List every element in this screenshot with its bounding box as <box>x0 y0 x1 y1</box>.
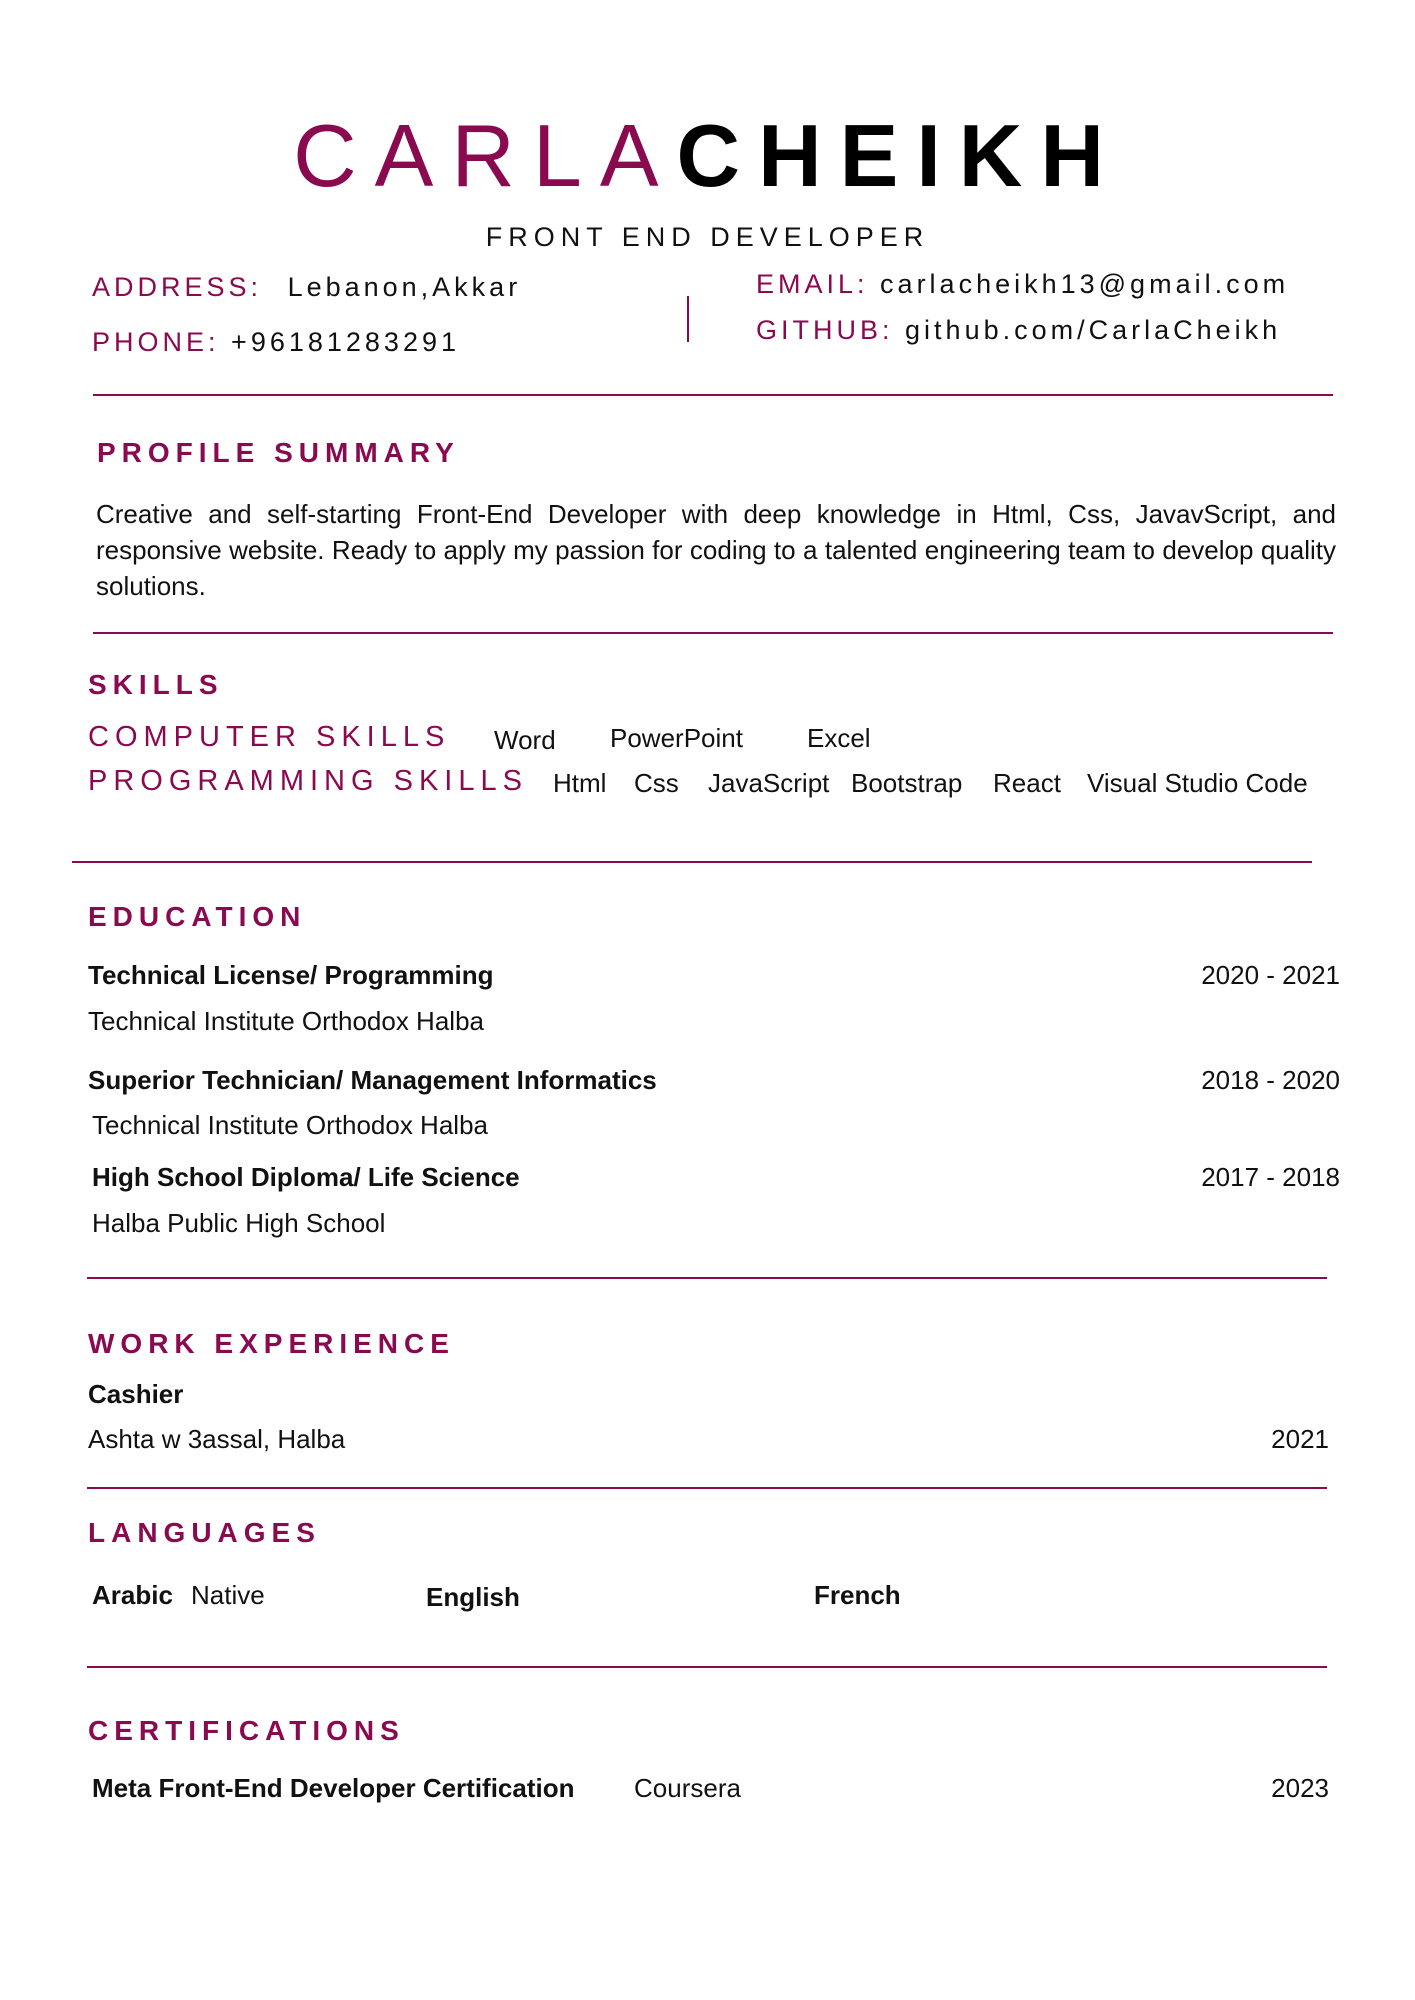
email-label: EMAIL: <box>756 269 869 299</box>
education-school: Halba Public High School <box>92 1208 386 1238</box>
email-row <box>756 269 1289 300</box>
phone-row <box>92 327 460 358</box>
skill-item: Word <box>494 725 556 755</box>
divider <box>87 1487 1327 1489</box>
education-degree: High School Diploma/ Life Science <box>92 1162 520 1192</box>
divider <box>72 861 1312 863</box>
divider <box>93 394 1333 396</box>
phone-value[interactable]: +96181283291 <box>231 327 460 357</box>
certification-name: Meta Front-End Developer Certification <box>92 1773 575 1803</box>
contact-divider <box>687 296 689 342</box>
skill-item: React <box>993 768 1061 798</box>
language-level: Native <box>191 1580 265 1610</box>
github-value[interactable]: github.com/CarlaCheikh <box>905 315 1282 345</box>
work-role: Cashier <box>88 1379 184 1409</box>
education-heading: EDUCATION <box>88 901 307 932</box>
education-degree: Technical License/ Programming <box>88 960 494 990</box>
work-year: 2021 <box>1271 1424 1329 1454</box>
language-name: Arabic <box>92 1580 173 1610</box>
skills-heading: SKILLS <box>88 669 224 700</box>
github-label: GITHUB: <box>756 315 894 345</box>
language-name: French <box>814 1580 901 1610</box>
divider <box>87 1277 1327 1279</box>
education-years: 2020 - 2021 <box>1201 960 1340 990</box>
education-school: Technical Institute Orthodox Halba <box>88 1006 484 1036</box>
last-name: CHEIKH <box>676 106 1122 205</box>
divider <box>87 1666 1327 1668</box>
job-title: FRONT END DEVELOPER <box>485 222 930 252</box>
candidate-name <box>0 106 1415 205</box>
certifications-heading: CERTIFICATIONS <box>88 1715 405 1746</box>
skill-item: Bootstrap <box>851 768 963 798</box>
certification-issuer: Coursera <box>634 1773 741 1803</box>
address-row <box>92 272 521 303</box>
address-label: ADDRESS: <box>92 272 263 302</box>
certification-year: 2023 <box>1271 1773 1329 1803</box>
work-place: Ashta w 3assal, Halba <box>88 1424 346 1454</box>
education-degree: Superior Technician/ Management Informatics <box>88 1065 657 1095</box>
github-row <box>756 315 1281 346</box>
languages-heading: LANGUAGES <box>88 1517 321 1548</box>
first-name: CARLA <box>293 106 677 205</box>
email-value[interactable]: carlacheikh13@gmail.com <box>880 269 1290 299</box>
education-school: Technical Institute Orthodox Halba <box>92 1110 488 1140</box>
education-years: 2017 - 2018 <box>1201 1162 1340 1192</box>
profile-text: Creative and self-starting Front-End Developer with deep knowledge in Html, Css, JavavScript, and responsive website. Ready to apply my passion for coding to a talented engineering team to develop quality solutions. <box>96 499 1336 601</box>
skill-item: JavaScript <box>708 768 830 798</box>
profile-heading: PROFILE SUMMARY <box>97 437 460 468</box>
skill-item: PowerPoint <box>610 723 743 753</box>
work-heading: WORK EXPERIENCE <box>88 1328 455 1359</box>
phone-label: PHONE: <box>92 327 220 357</box>
computer-skills-label: COMPUTER SKILLS <box>88 721 451 753</box>
language-name: English <box>426 1582 520 1612</box>
skill-item: Excel <box>807 723 871 753</box>
divider <box>93 632 1333 634</box>
skill-item: Visual Studio Code <box>1087 768 1308 798</box>
skill-item: Css <box>634 768 679 798</box>
address-value: Lebanon,Akkar <box>287 272 522 302</box>
education-years: 2018 - 2020 <box>1201 1065 1340 1095</box>
skill-item: Html <box>553 768 607 798</box>
programming-skills-label: PROGRAMMING SKILLS <box>88 765 528 797</box>
